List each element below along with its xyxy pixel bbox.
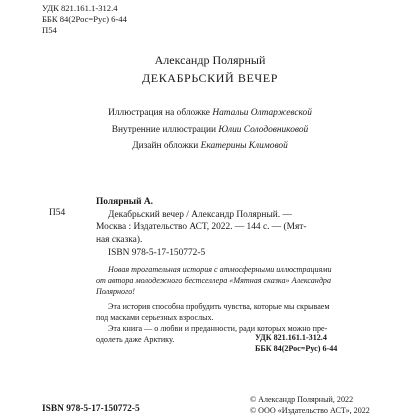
bibliographic-record bbox=[96, 196, 366, 246]
credit-label: Внутренние иллюстрации bbox=[111, 124, 216, 135]
copyright-line-1: © Александр Полярный, 2022 bbox=[250, 395, 354, 404]
isbn-bottom: ISBN 978-5-17-150772-5 bbox=[42, 404, 140, 414]
credit-cover-illustration bbox=[0, 105, 420, 122]
annotation-line: Полярного! bbox=[96, 287, 135, 296]
bibliographic-line-3: ная сказка). bbox=[96, 234, 143, 245]
book-title: ДЕКАБРЬСКИЙ ВЕЧЕР bbox=[141, 71, 279, 85]
bibliographic-line bbox=[96, 209, 366, 247]
author-mark: П54 bbox=[42, 25, 57, 35]
bibliographic-author: Полярный А. bbox=[96, 197, 153, 207]
classification-block-top bbox=[42, 3, 127, 36]
annotation-paragraph-1 bbox=[96, 264, 370, 297]
annotation-line: под масками серьезных взрослых. bbox=[96, 313, 214, 322]
isbn-main: ISBN 978-5-17-150772-5 bbox=[108, 248, 206, 258]
bibliographic-code: П54 bbox=[49, 208, 66, 218]
copyright-notice bbox=[250, 394, 370, 416]
classification-block-bottom bbox=[255, 332, 337, 354]
annotation-line: Новая трогательная история с атмосферными иллюстрациями bbox=[108, 265, 332, 274]
annotation-paragraph-2 bbox=[96, 301, 370, 323]
credit-label: Иллюстрация на обложке bbox=[108, 108, 210, 118]
bibliographic-line-1: Декабрьский вечер / Александр Полярный. — bbox=[108, 209, 292, 220]
annotation-line: Эта история способна пробудить чувства, которые мы скрываем bbox=[108, 302, 330, 311]
copyright-line-2: © ООО «Издательство АСТ», 2022 bbox=[250, 406, 370, 415]
annotation-line: одолеть даже Арктику. bbox=[96, 335, 175, 344]
udc-code: УДК 821.161.1-312.4 bbox=[255, 333, 327, 342]
credit-inner-illustrations bbox=[0, 122, 420, 139]
annotation-line: Эта книга — о любви и преданности, ради которых можно пре- bbox=[108, 324, 328, 333]
bbk-code: ББК 84(2Рос=Рус) 6-44 bbox=[42, 14, 127, 24]
author-name: Александр Полярный bbox=[154, 53, 266, 67]
credit-person: Натальи Олтаржевской bbox=[212, 108, 312, 118]
credit-person: Юлии Солодовниковой bbox=[218, 124, 309, 135]
credits-block bbox=[0, 105, 420, 155]
credit-cover-design bbox=[0, 138, 420, 155]
credit-label: Дизайн обложки bbox=[132, 141, 199, 151]
bibliographic-line-2: Москва : Издательство АСТ, 2022. — 144 с. — (Мят- bbox=[96, 222, 307, 232]
udc-code: УДК 821.161.1-312.4 bbox=[42, 3, 118, 13]
credit-person: Екатерины Климовой bbox=[200, 141, 288, 151]
annotation-line: от автора молодежного бестселлера «Мятная сказка» Александра bbox=[96, 276, 332, 285]
bbk-code: ББК 84(2Рос=Рус) 6-44 bbox=[255, 344, 338, 353]
